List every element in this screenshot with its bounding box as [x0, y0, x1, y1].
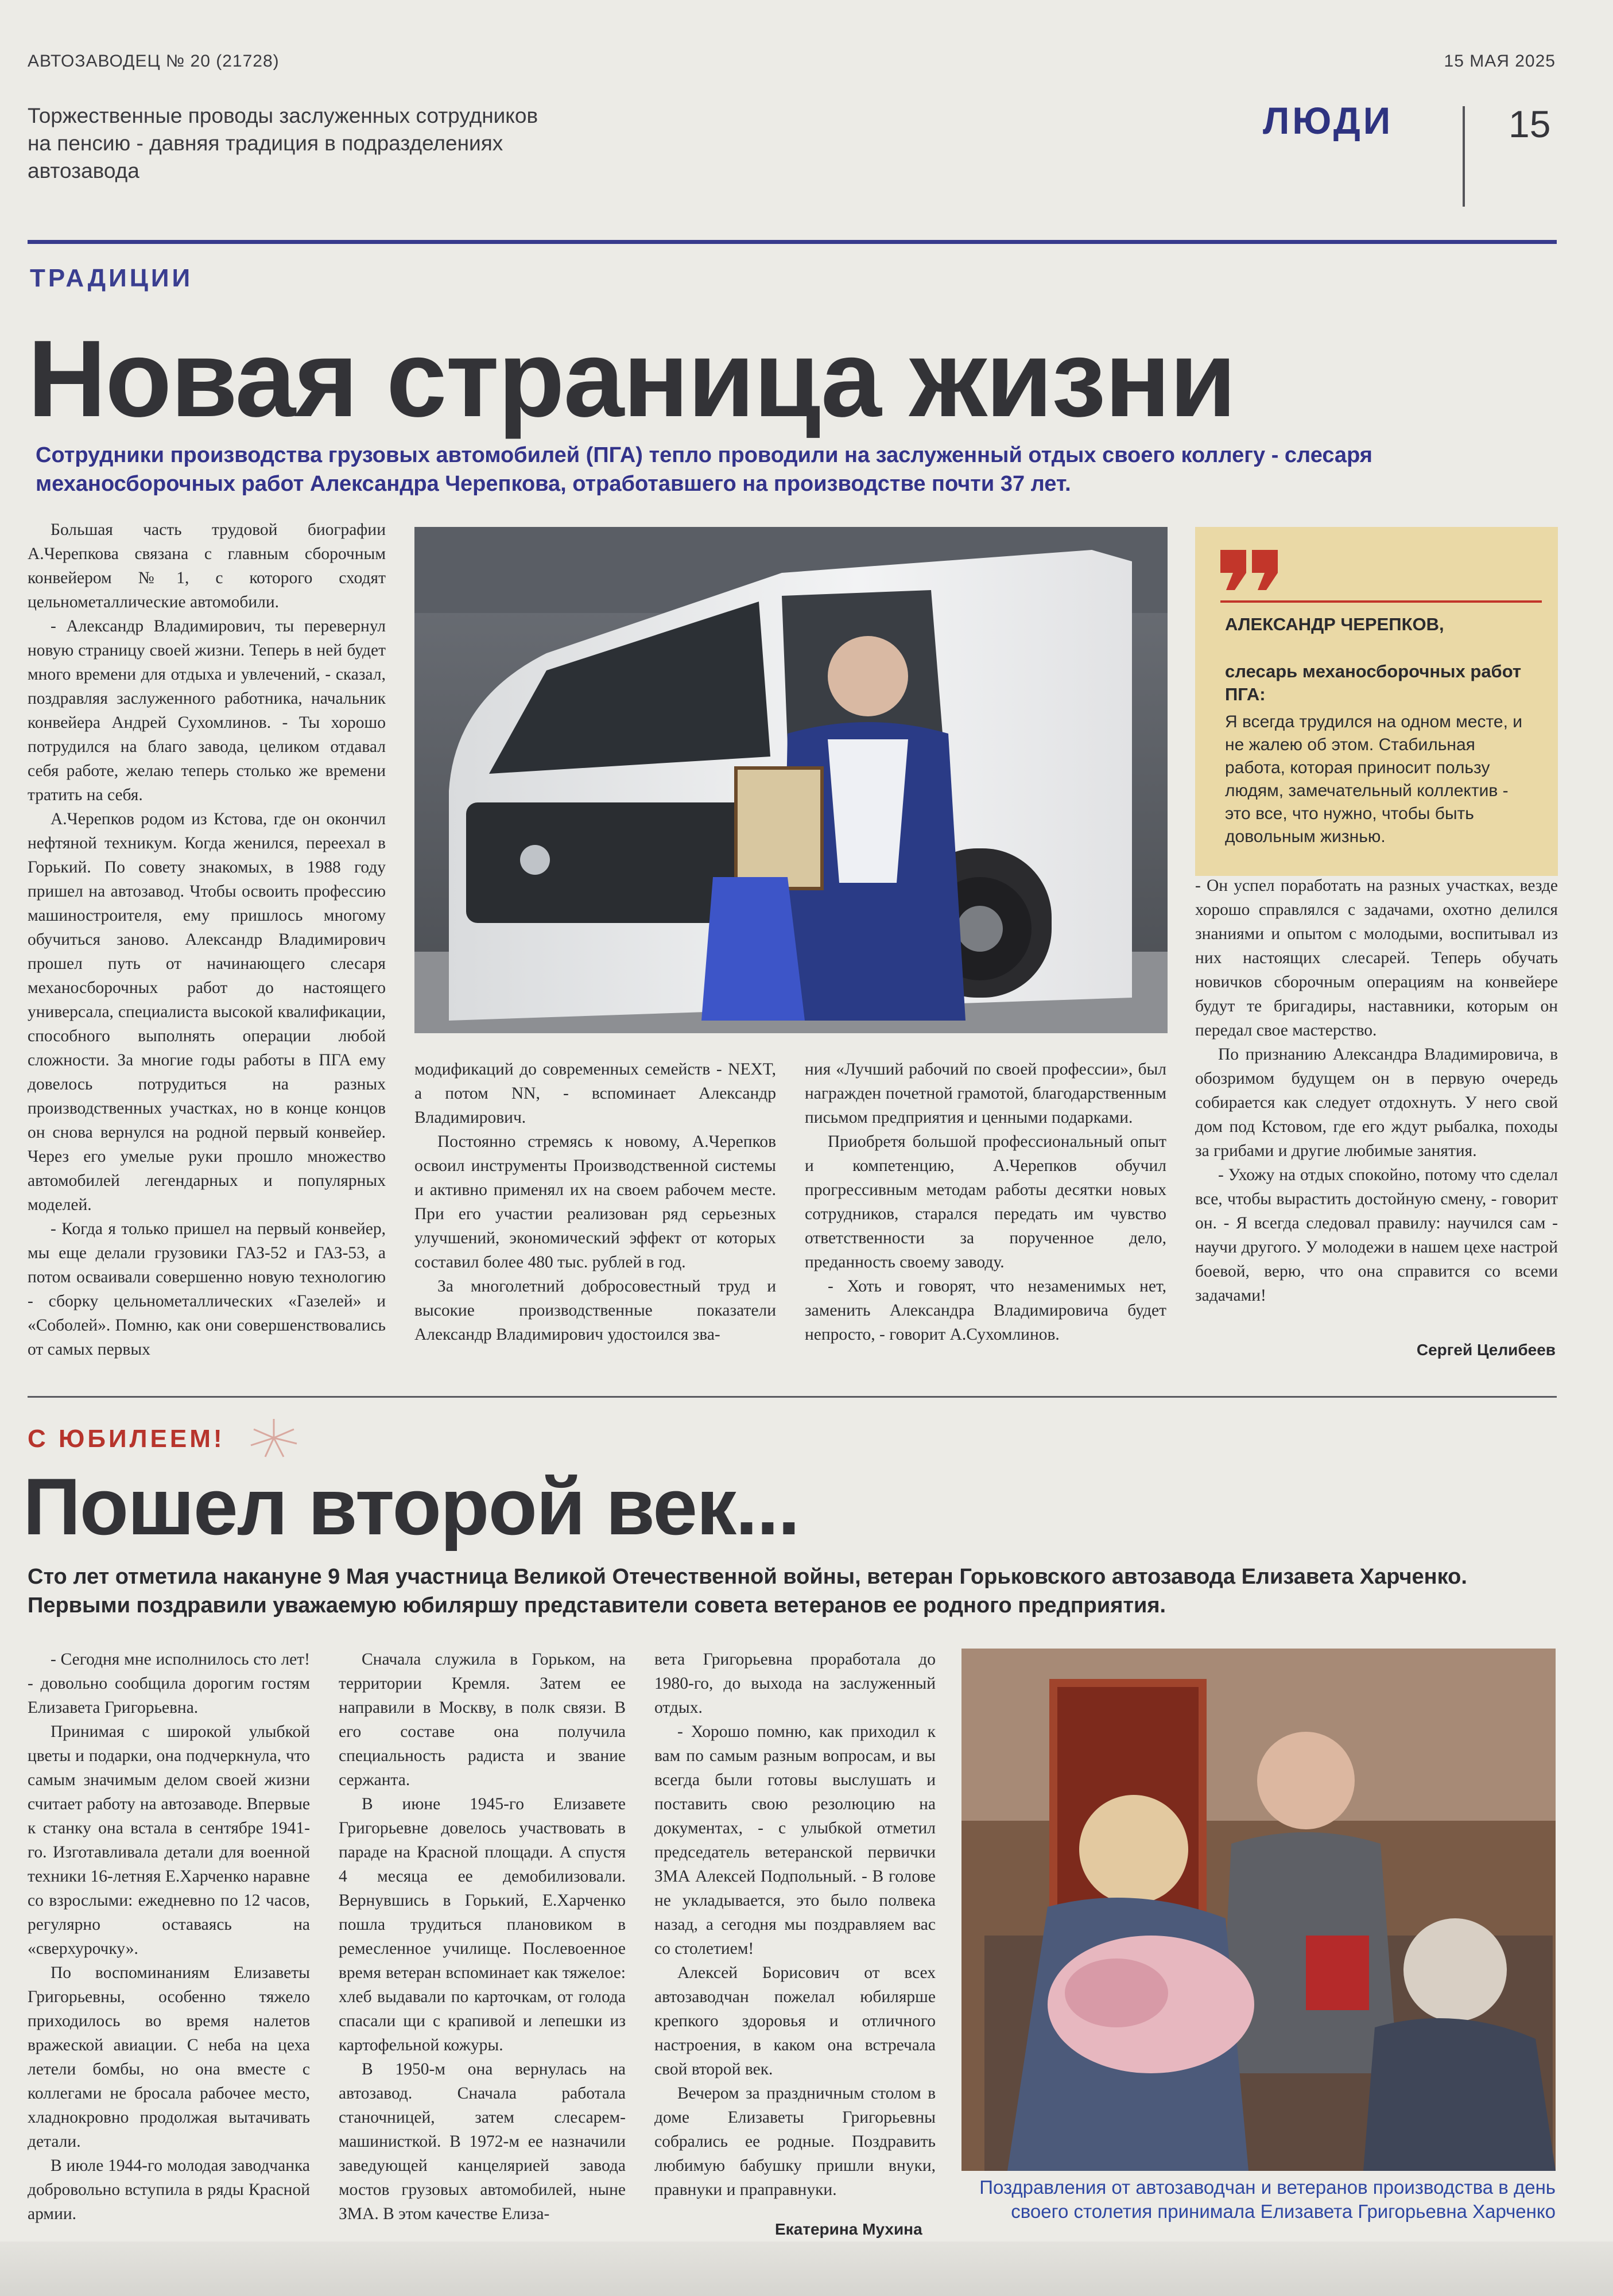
article1-column-2: [414, 1057, 776, 1347]
article1-rubric: ТРАДИЦИИ: [30, 264, 193, 292]
article1-column-1: [28, 518, 386, 1362]
paragraph: Вечером за праздничным столом в доме Елизаветы Григорьевны собрались ее родные. Поздравить любимую бабушку пришли внуки, правнуки и праправнуки.: [654, 2084, 936, 2199]
article1-lead: Сотрудники производства грузовых автомобилей (ПГА) тепло проводили на заслуженный отдых своего коллегу - слесаря механосборочных работ Александра Черепкова, отработавшего на производстве почти 37 лет.: [36, 443, 1372, 496]
paragraph: По воспоминаниям Елизаветы Григорьевны, особенно тяжело приходилось во время налетов вражеской авиации. С неба на цеха летели бомбы, но она вместе с коллегами не бросала рабочее место, хладнокровно продолжая вытачивать детали.: [28, 1964, 310, 2151]
paragraph: В 1950-м она вернулась на автозавод. Сначала работала станочницей, затем слесарем-машинисткой. В 1972-м ее назначили заведующей канцелярией завода мостов грузовых автомобилей, ныне ЗМА. В этом качестве Елиза-: [339, 2060, 626, 2223]
header-rule: [28, 240, 1557, 244]
page-kicker: Торжественные проводы заслуженных сотрудников на пенсию - давняя традиция в подразделениях автозавода: [28, 104, 538, 183]
quote-divider: [1220, 600, 1542, 603]
quote-speaker-role: слесарь механосборочных работ ПГА:: [1225, 661, 1522, 704]
bottom-fold-strip: [0, 2241, 1613, 2296]
issue-date: 15 МАЯ 2025: [1444, 52, 1556, 71]
issue-number: АВТОЗАВОДЕЦ № 20 (21728): [28, 52, 280, 71]
header-divider: [1463, 106, 1465, 207]
quote-text: Я всегда трудился на одном месте, и не жалею об этом. Стабильная работа, которая приносит пользу людям, замечательный коллектив - это все, что нужно, чтобы быть довольным жизнью.: [1225, 712, 1522, 846]
quote-mark-icon: [1220, 550, 1284, 590]
paragraph: По признанию Александра Владимировича, в обозримом будущем он в первую очередь собирается как следует отдохнуть. У него свой дом под Кстовом, где его ждут рыбалка, походы за грибами и другие любимые занятия.: [1195, 1045, 1558, 1160]
paragraph: А.Черепков родом из Кстова, где он окончил нефтяной техникум. Когда женился, переехал в Горький. По совету знакомых, в 1988 году пришел на автозавод. Чтобы освоить профессию машиностроителя, ему пришлось многому обучиться заново. Александр Владимирович прошел путь от начинающего слесаря механосборочных работ до настоящего универсала, специалиста высокой квалификации, способного выполнять операции любой сложности. За многие годы работы в ПГА ему довелось потрудиться на разных производственных участках, но в конце концов он снова вернулся на родной первый конвейер. Через его умелые руки прошло множество автомобилей легендарных и популярных моделей.: [28, 810, 386, 1214]
paragraph: - Когда я только пришел на первый конвейер, мы еще делали грузовики ГАЗ-52 и ГАЗ-53, а потом осваивали совершенно новую технологию - сборку цельнометаллических «Газелей» и «Соболей». Помню, как они совершенствовались от самых первых: [28, 1220, 386, 1359]
article2-rubric: С ЮБИЛЕЕМ!: [28, 1425, 225, 1453]
article2-column-3: [654, 1647, 936, 2202]
paragraph: ния «Лучший рабочий по своей профессии», был награжден почетной грамотой, благодарственным письмом предприятия и ценными подарками.: [805, 1060, 1166, 1127]
paragraph: Принимая с широкой улыбкой цветы и подарки, она подчеркнула, что самым значимым делом своей жизни считает работу на автозаводе. Впервые к станку она встала в сентябре 1941-го. Изготавливала детали для военной техники 16-летняя Е.Харченко наравне со взрослыми: ежедневно по 12 часов, регулярно оставаясь на «сверхурочку».: [28, 1723, 310, 1958]
van-photo-illustration: [414, 527, 1168, 1033]
article2-photo: [961, 1649, 1556, 2171]
paragraph: - Александр Владимирович, ты перевернул новую страницу своей жизни. Теперь в ней будет много времени для отдыха и увлечений, - сказал, поздравляя заслуженного работника, начальник конвейера Андрей Сухомлинов. - Ты хорошо потрудился на благо завода, целиком отдавал себя работе, желаю теперь столько же времени тратить на себя.: [28, 617, 386, 804]
article1-photo: [414, 527, 1168, 1033]
paragraph: - Он успел поработать на разных участках, везде хорошо справлялся с задачами, охотно делился знаниями и опытом с молодыми, воспитывал из них настоящих слесарей. Теперь обучать новичков сборочным операциям на конвейере будут те бригадиры, наставники, которым он передал свое мастерство.: [1195, 876, 1558, 1040]
article1-author: Сергей Целибеев: [1416, 1341, 1556, 1359]
article1-column-4: [1195, 874, 1558, 1308]
article2-lead: Сто лет отметила накануне 9 Мая участница Великой Отечественной войны, ветеран Горьковского автозавода Елизавета Харченко. Первыми поздравили уважаемую юбиляршу представители совета ветеранов ее родного предприятия.: [28, 1565, 1467, 1618]
quote-speaker-name: АЛЕКСАНДР ЧЕРЕПКОВ,: [1225, 614, 1444, 634]
paragraph: За многолетний добросовестный труд и высокие производственные показатели Александр Владимирович удостоился зва-: [414, 1277, 776, 1344]
paragraph: - Хоть и говорят, что незаменимых нет, заменить Александра Владимировича будет непросто, - говорит А.Сухомлинов.: [805, 1277, 1166, 1344]
paragraph: Большая часть трудовой биографии А.Черепкова связана с главным сборочным конвейером №1, с которого сходят цельнометаллические автомобили.: [28, 521, 386, 611]
quote-box: [1195, 527, 1558, 876]
veteran-photo-illustration: [961, 1649, 1556, 2171]
paragraph: вета Григорьевна проработала до 1980-го, до выхода на заслуженный отдых.: [654, 1650, 936, 1717]
article1-column-3: [805, 1057, 1166, 1347]
article-separator: [28, 1396, 1557, 1398]
article2-column-2: [339, 1647, 626, 2226]
paragraph: модификаций до современных семейств - NEXT, а потом NN, - вспоминает Александр Владимирович.: [414, 1060, 776, 1127]
firework-icon: [248, 1418, 300, 1458]
paragraph: В июле 1944-го молодая заводчанка добровольно вступила в ряды Красной армии.: [28, 2157, 310, 2223]
article2-photo-caption: Поздравления от автозаводчан и ветеранов производства в день своего столетия принимала Елизавета Григорьевна Харченко: [979, 2177, 1556, 2222]
paragraph: - Ухожу на отдых спокойно, потому что сделал все, чтобы вырастить достойную смену, - говорит он. - Я всегда следовал правилу: научился сам - научи другого. У молодежи в нашем цехе настрой боевой, верю, что она справится со всеми задачами!: [1195, 1166, 1558, 1305]
article2-title: Пошел второй век...: [23, 1461, 799, 1552]
page-number: 15: [1509, 103, 1551, 145]
article2-column-1: [28, 1647, 310, 2226]
paragraph: Приобретя большой профессиональный опыт и компетенцию, А.Черепков обучил прогрессивным методам работы десятки новых сотрудников, старался передать им чувство ответственности за порученное дело, преданность своему заводу.: [805, 1133, 1166, 1271]
article2-author: Екатерина Мухина: [775, 2220, 922, 2238]
section-title: ЛЮДИ: [1263, 99, 1394, 142]
paragraph: - Хорошо помню, как приходил к вам по самым разным вопросам, и вы всегда были готовы выслушать и поставить свою резолюцию на документах, - с улыбкой отметил председатель ветеранской первички ЗМА Алексей Подпольный. - В голове не укладывается, это было полвека назад, а сегодня мы поздравляем вас со столетием!: [654, 1723, 936, 1958]
paragraph: В июне 1945-го Елизавете Григорьевне довелось участвовать в параде на Красной площади. А спустя 4 месяца ее демобилизовали. Вернувшись в Горький, Е.Харченко пошла трудиться плановиком в ремесленное училище. Послевоенное время ветеран вспоминает как тяжелое: хлеб выдавали по карточкам, от голода спасали щи с крапивой и лепешки из картофельной кожуры.: [339, 1795, 626, 2054]
paragraph: Постоянно стремясь к новому, А.Черепков освоил инструменты Производственной системы и активно применял их на своем рабочем месте. При его участии реализован ряд серьезных улучшений, экономический эффект от которых составил более 480 тыс. рублей в год.: [414, 1133, 776, 1271]
paragraph: - Сегодня мне исполнилось сто лет! - довольно сообщила дорогим гостям Елизавета Григорьевна.: [28, 1650, 310, 1717]
paragraph: Сначала служила в Горьком, на территории Кремля. Затем ее направили в Москву, в полк связи. В его составе она получила специальность радиста и звание сержанта.: [339, 1650, 626, 1789]
article1-title: Новая страница жизни: [28, 318, 1235, 440]
paragraph: Алексей Борисович от всех автозаводчан пожелал юбилярше крепкого здоровья и отличного настроения, в каком она встречала свой второй век.: [654, 1964, 936, 2078]
